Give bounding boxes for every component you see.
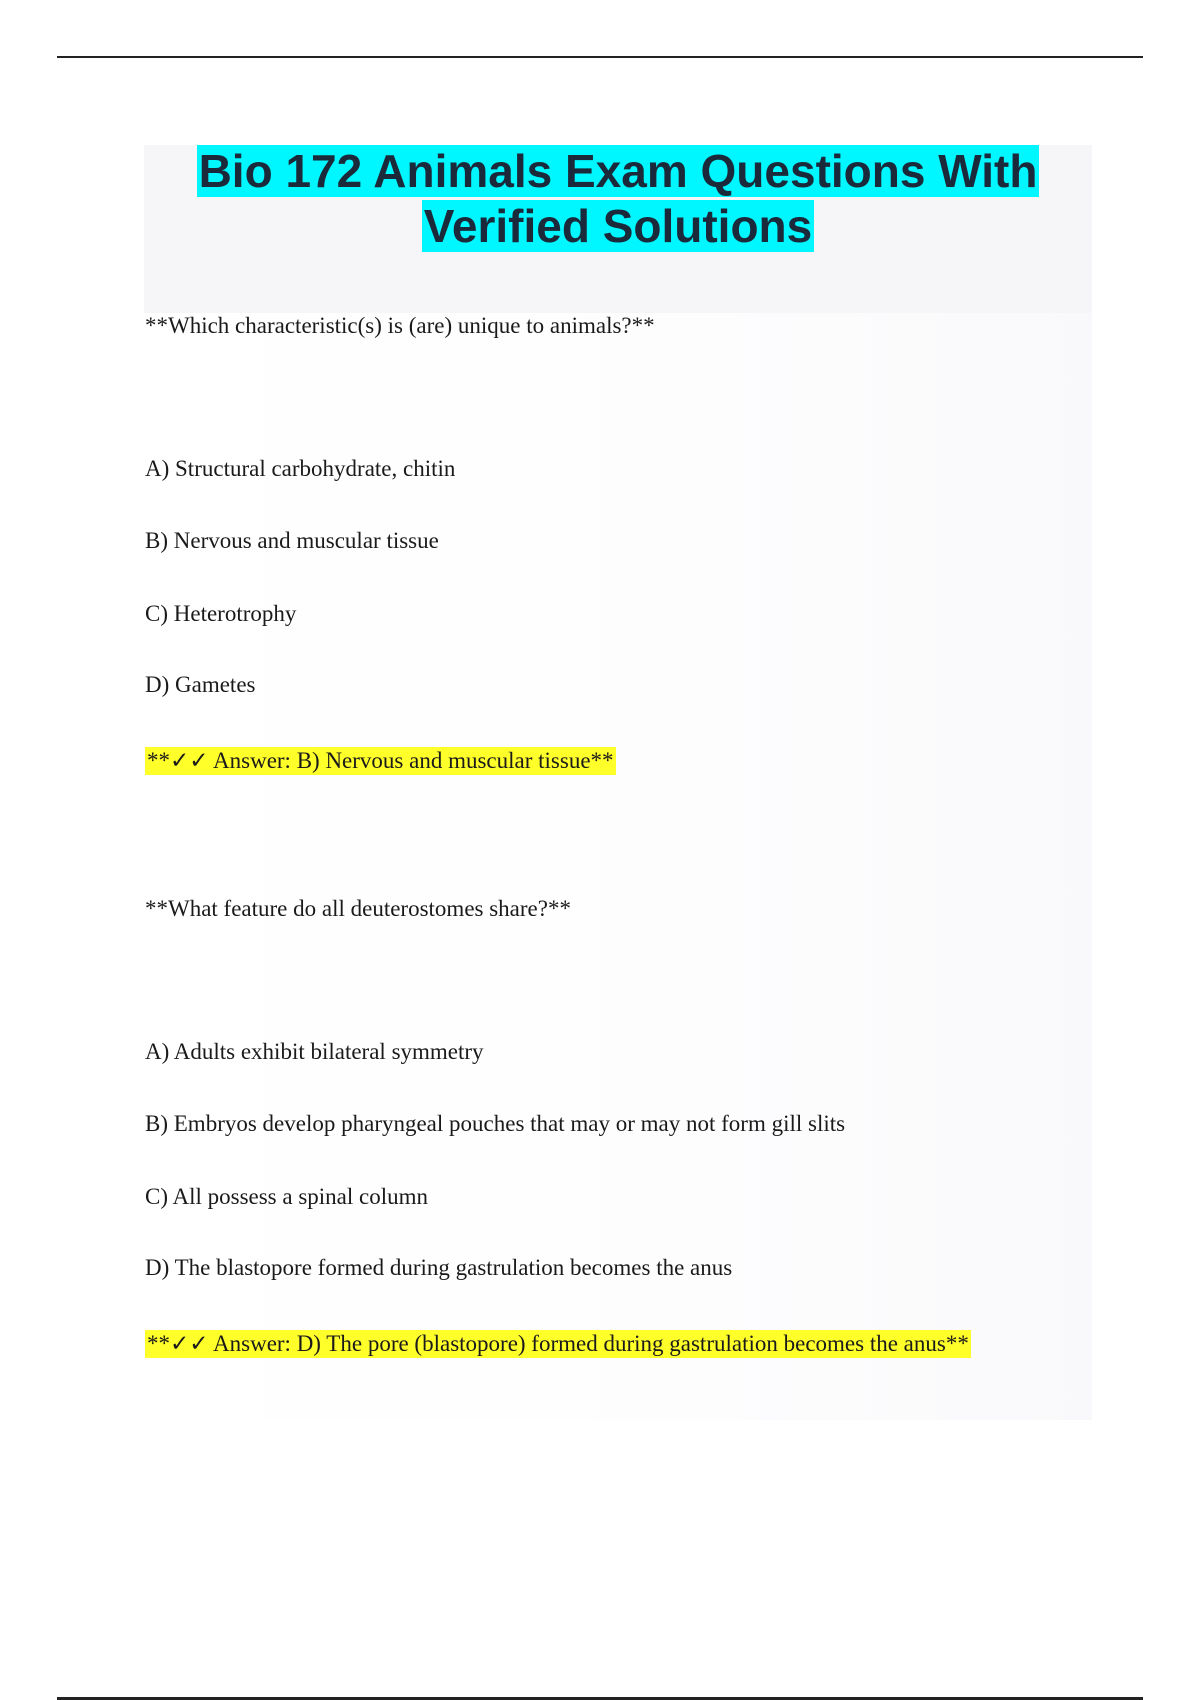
question-1-option-c: C) Heterotrophy [145, 601, 297, 626]
question-1-answer [145, 746, 616, 776]
question-2-option-a: A) Adults exhibit bilateral symmetry [145, 1039, 484, 1064]
question-1-option-a: A) Structural carbohydrate, chitin [145, 456, 456, 481]
top-page-rule [57, 56, 1143, 58]
question-1-option-d: D) Gametes [145, 672, 256, 697]
question-2-text: **What feature do all deuterostomes share?** [145, 896, 571, 921]
question-2-option-b: B) Embryos develop pharyngeal pouches that may or may not form gill slits [145, 1111, 846, 1136]
document-title [144, 144, 1092, 254]
title-line-2: Verified Solutions [423, 200, 813, 252]
question-1-answer-highlight: **✓✓ Answer: B) Nervous and muscular tissue** [147, 748, 614, 773]
question-1-option-b: B) Nervous and muscular tissue [145, 528, 439, 553]
question-1-text: **Which characteristic(s) is (are) unique to animals?** [145, 313, 655, 338]
question-2-answer-highlight: **✓✓ Answer: D) The pore (blastopore) formed during gastrulation becomes the anus** [147, 1331, 969, 1356]
question-2-option-c: C) All possess a spinal column [145, 1184, 429, 1209]
title-line-1: Bio 172 Animals Exam Questions With [198, 145, 1038, 197]
question-2-answer [145, 1329, 971, 1359]
question-2-option-d: D) The blastopore formed during gastrulation becomes the anus [145, 1255, 733, 1280]
